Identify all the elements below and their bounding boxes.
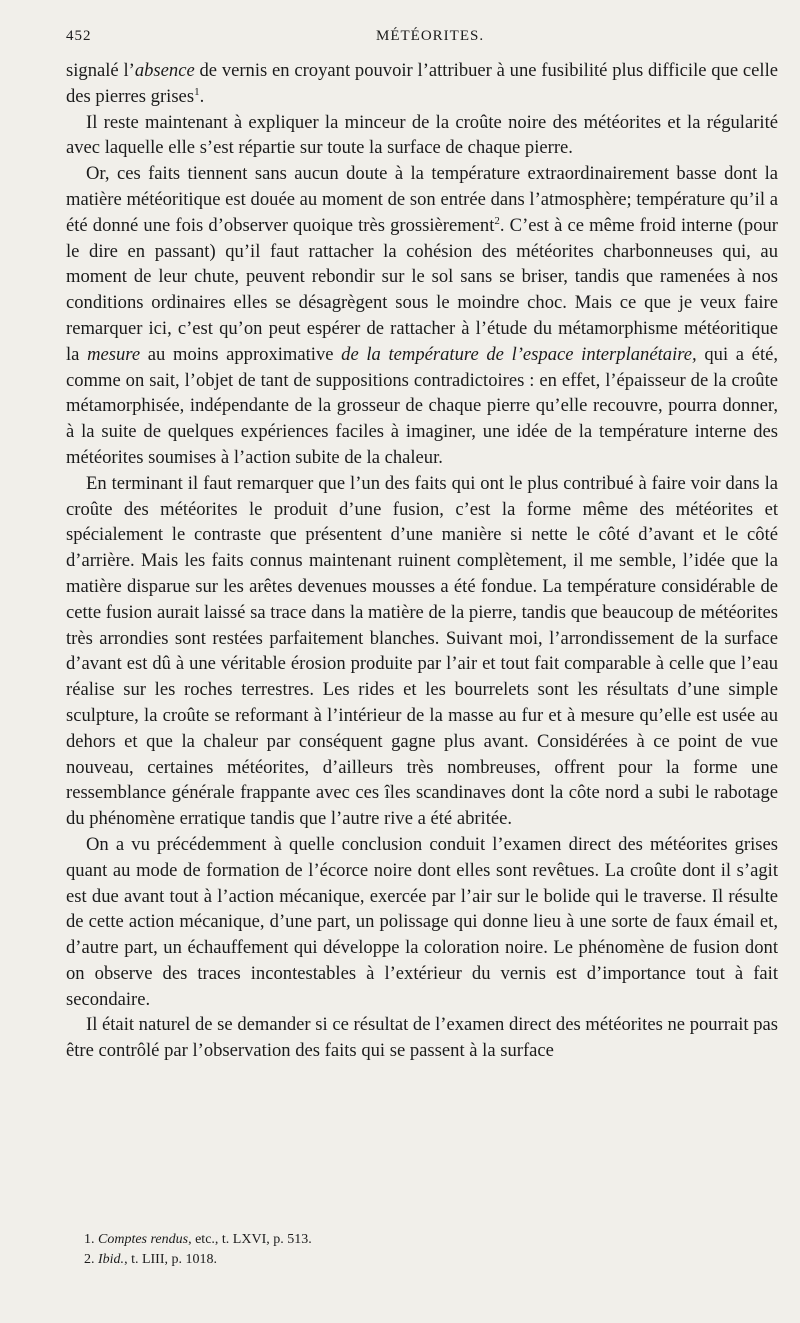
footnote-ref: 1 xyxy=(194,85,200,98)
footnote xyxy=(84,1250,764,1270)
footnotes xyxy=(84,1230,764,1270)
text-run: En terminant il faut remarquer que l’un des faits qui ont le plus contribué à faire voir dans la croûte des météorites le produit d’une fusion, c’est la forme même des météorites et spécialement le contraste que présentent d’une manière si nette le côté d’avant et le côté d’arrière. Mais les faits connus maintenant ruinent complètement, il me semble, l’idée que la matière disparue sur les arêtes devenues mousses a été fondue. La température considérable de cette fusion aurait laissé sa trace dans la matière de la pierre, tandis que beaucoup de météorites très arrondies sont restées parfaitement blanches. Suivant moi, l’arrondissement de la surface d’avant est dû à une véritable érosion produite par l’air et tout fait comparable à celle que l’eau réalise sur les roches terrestres. Les rides et les bourrelets sont les résultats d’une simple sculpture, la croûte se reformant à l’intérieur de la masse au fur et à mesure qu’elle est usée au dehors et que la chaleur par conséquent gagne plus avant. Considérées à ce point de vue nouveau, certaines météorites, d’ailleurs très nombreuses, offrent pour la forme une ressemblance générale frappante avec ces îles scandinaves dont la côte nord a subi le rabotage du phénomène erratique tandis que l’autre rive a été abritée. xyxy=(66,472,778,830)
text-run: qui a été, comme on sait, l’objet de tant de suppositions contradictoires : en effet, l’épaisseur de la croûte métamorphisée, indépendante de la grosseur de chaque pierre qu’elle recouvre, pourra donner, à la suite de quelques expériences faciles à imaginer, une idée de la température interne des météorites soumises à l’action subite de la chaleur. xyxy=(66,343,779,468)
text-run: , etc., t. LXVI, p. 513. xyxy=(188,1232,312,1247)
text-run: . xyxy=(199,85,205,107)
paragraph xyxy=(66,58,778,110)
text-run: 1. xyxy=(84,1232,98,1247)
text-run: de vernis en croyant pouvoir l’attribuer à une fusibilité plus difficile que celle des pierres grises xyxy=(66,60,778,107)
running-title: MÉTÉORITES. xyxy=(376,28,485,44)
paragraph xyxy=(66,832,778,1013)
page-header xyxy=(66,28,764,52)
body-text xyxy=(66,58,778,1064)
page-number: 452 xyxy=(66,28,92,44)
text-run: au moins approximative xyxy=(140,343,342,365)
paragraph xyxy=(66,161,778,471)
paragraph xyxy=(66,110,778,162)
text-run: 2. xyxy=(84,1252,98,1267)
text-run: , t. LIII, p. 1018. xyxy=(124,1252,217,1267)
italic-text: mesure xyxy=(87,343,141,365)
text-run: . C’est à ce même froid interne (pour le dire en passant) qu’il faut rattacher la cohésion des météorites charbonneuses qui, au moment de leur chute, peuvent rebondir sur le sol sans se briser, tandis que ramenées à nos conditions ordinaires elles se désagrègent sous le moindre choc. Mais ce que je veux faire remarquer ici, c’est qu’on peut espérer de rattacher à l’étude du métamorphisme météoritique la xyxy=(66,214,778,365)
text-run: Il reste maintenant à expliquer la minceur de la croûte noire des météorites et la régularité avec laquelle elle s’est répartie sur toute la surface de chaque pierre. xyxy=(66,111,778,159)
italic-text: Comptes rendus xyxy=(98,1232,189,1247)
text-run: On a vu précédemment à quelle conclusion conduit l’examen direct des météorites grises quant au mode de formation de l’écorce noire dont elles sont revêtues. La croûte dont il s’agit est due avant tout à l’action mécanique, exercée par l’air sur le bolide qui le traverse. Il résulte de cette action mécanique, d’une part, un polissage qui donne lieu à une sorte de faux émail et, d’autre part, un échauffement qui développe la coloration noire. Le phénomène de fusion dont on observe des traces incontestables à l’extérieur du vernis est d’importance tout à fait secondaire. xyxy=(66,833,778,1010)
paragraph xyxy=(66,1012,778,1064)
text-run: Or, ces faits tiennent sans aucun doute à la température extraordinairement basse dont la matière météoritique est douée au moment de son entrée dans l’atmosphère; température qu’il a été donné une fois d’observer quoique très grossièrement xyxy=(66,163,778,236)
italic-text: absence xyxy=(134,60,195,81)
footnote xyxy=(84,1230,764,1250)
italic-text: de la température de l’espace interplanétaire, xyxy=(341,343,697,365)
text-run: signalé l’ xyxy=(66,60,135,81)
paragraph xyxy=(66,471,778,832)
footnote-ref: 2 xyxy=(494,214,500,227)
text-run: Il était naturel de se demander si ce résultat de l’examen direct des météorites ne pourrait pas être contrôlé par l’observation des faits qui se passent à la surface xyxy=(66,1014,778,1062)
italic-text: Ibid. xyxy=(98,1252,125,1267)
